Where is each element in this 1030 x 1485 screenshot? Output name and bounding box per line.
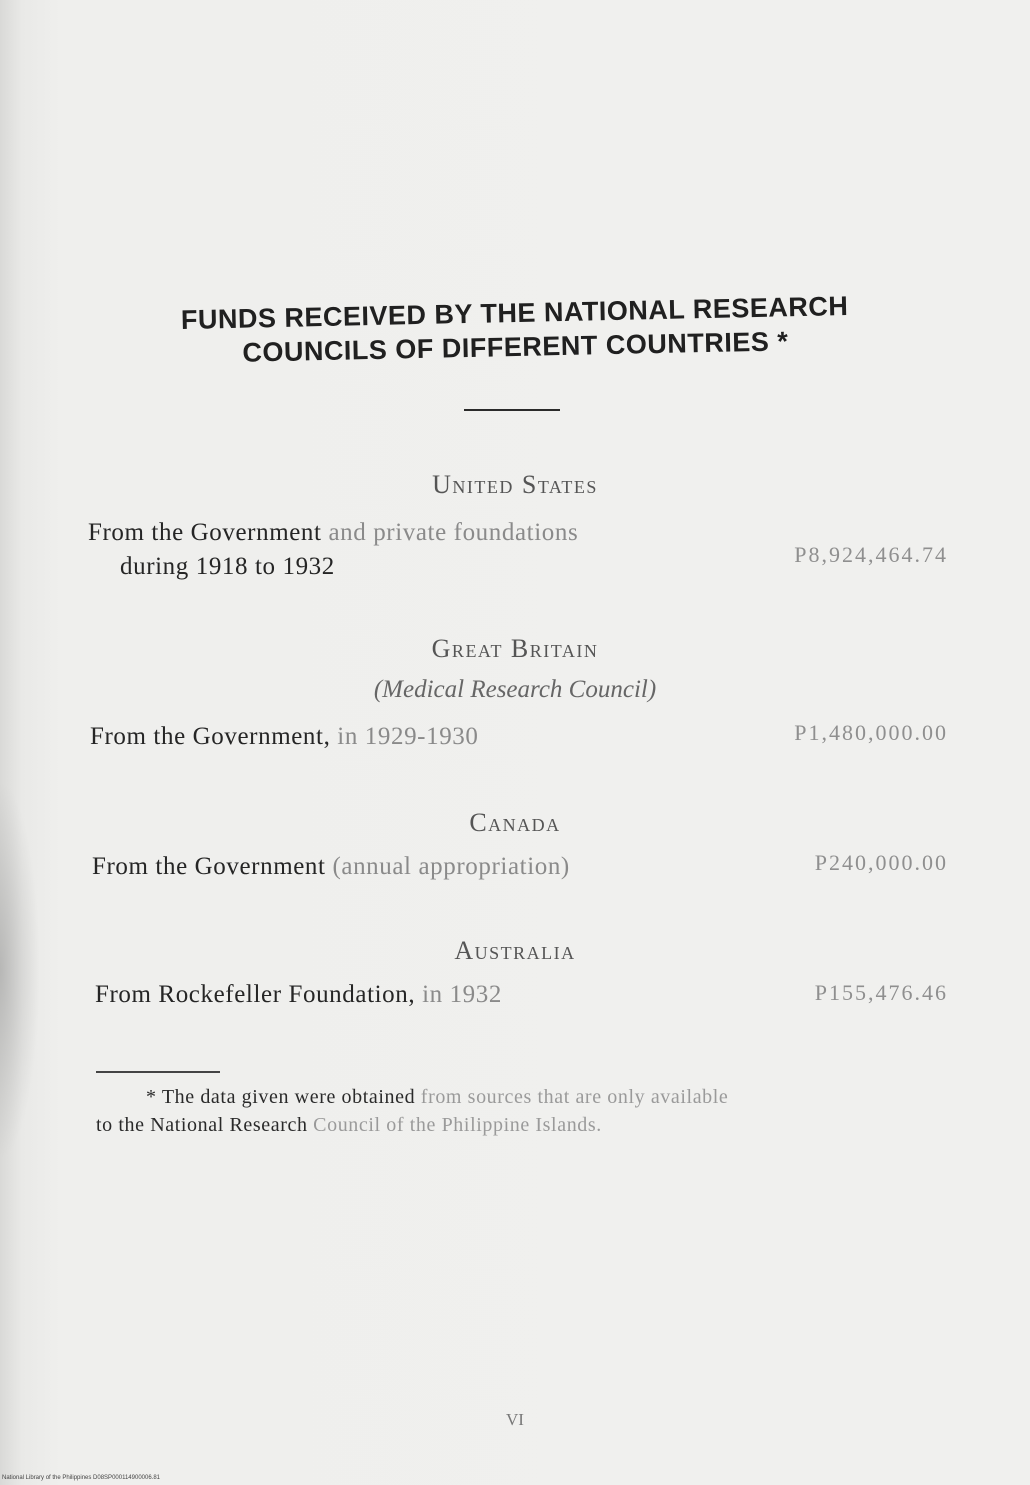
australia-label <box>95 978 502 1012</box>
united-states-label-line1-faint: and private foundations <box>321 519 579 546</box>
canada-amount: P240,000.00 <box>814 850 948 875</box>
great-britain-label <box>90 720 479 754</box>
united-states-label-line1: From the Government <box>88 519 322 546</box>
canada-label-dark: From the Government <box>92 853 326 880</box>
footnote-line1-faint: from sources that are only available <box>415 1086 729 1108</box>
section-heading-great-britain: Great Britain <box>431 634 599 663</box>
great-britain-amount: P1,480,000.00 <box>794 720 948 745</box>
great-britain-subheading: (Medical Research Council) <box>373 676 657 703</box>
title-line-2: COUNCILS OF DIFFERENT COUNTRIES * <box>242 326 789 368</box>
canada-label <box>92 850 570 884</box>
united-states-label-line2: during 1918 to 1932 <box>120 553 335 580</box>
australia-label-dark: From Rockefeller Foundation, <box>95 981 416 1008</box>
united-states-label <box>88 516 578 584</box>
great-britain-label-dark: From the Government, <box>90 723 331 750</box>
great-britain-label-faint: in 1929-1930 <box>330 723 479 750</box>
footnote-divider <box>96 1071 220 1073</box>
australia-label-faint: in 1932 <box>415 981 502 1008</box>
page-title <box>99 287 930 372</box>
scan-credit: National Library of the Philippines D08SP000114900006.81 <box>2 1475 161 1481</box>
footnote-line2-dark: to the National Research <box>96 1114 308 1136</box>
title-divider <box>464 409 560 411</box>
footnote <box>96 1083 956 1139</box>
title-line-1: FUNDS RECEIVED BY THE NATIONAL RESEARCH <box>180 291 849 335</box>
united-states-amount: P8,924,464.74 <box>794 542 948 567</box>
australia-amount: P155,476.46 <box>814 980 948 1005</box>
canada-label-faint: (annual appropriation) <box>325 853 570 880</box>
footnote-line2-faint: Council of the Philippine Islands. <box>307 1114 602 1136</box>
footnote-line1-dark: * The data given were obtained <box>146 1086 416 1108</box>
section-heading-canada: Canada <box>469 808 561 837</box>
section-heading-united-states: United States <box>432 470 598 499</box>
section-heading-australia: Australia <box>454 936 576 965</box>
page-number: VI <box>506 1410 524 1429</box>
